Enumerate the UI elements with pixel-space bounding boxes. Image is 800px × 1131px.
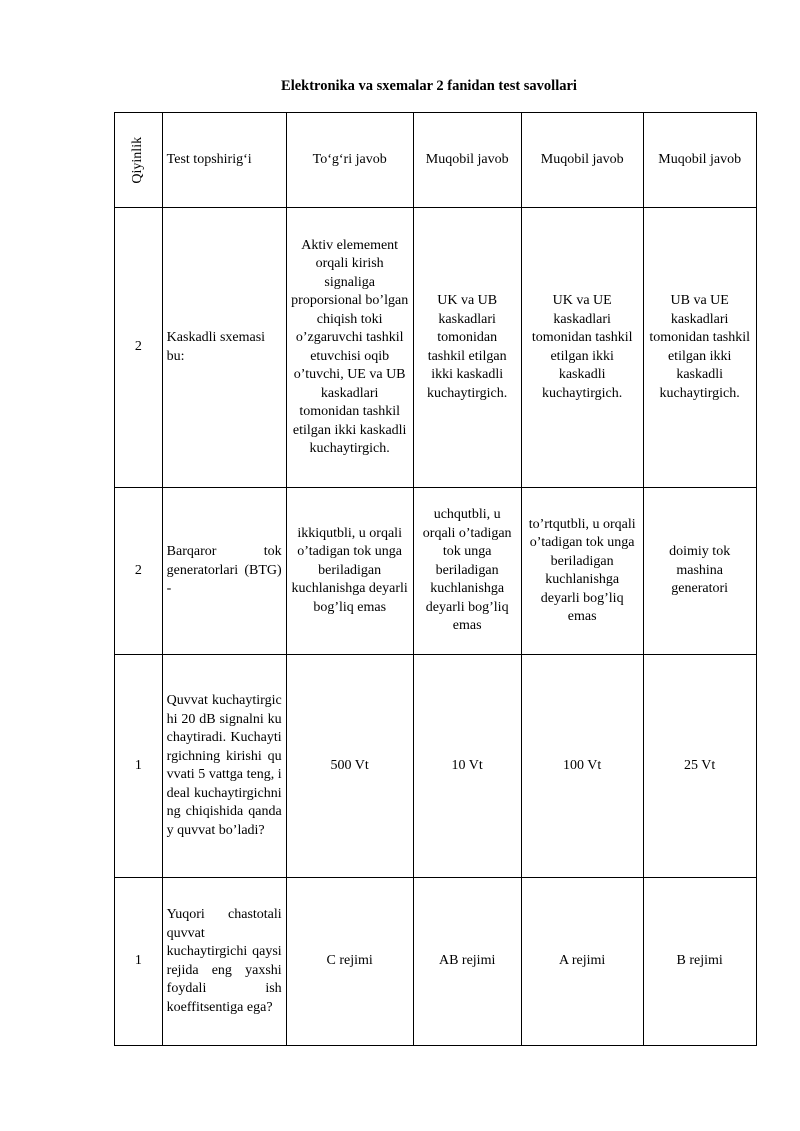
row-correct-answer: 500 Vt (286, 655, 413, 878)
document-title: Elektronika va sxemalar 2 fanidan test savollari (281, 78, 577, 94)
row-alt-answer-2: UK va UE kaskadlari tomonidan tashkil etilgan ikki kaskadli kuchaytirgich. (521, 208, 643, 488)
row-alt-answer-3: B rejimi (643, 878, 756, 1046)
row-alt-answer-2: 100 Vt (521, 655, 643, 878)
row-alt-answer-2: to’rtqutbli, u orqali o’tadigan tok unga beriladigan kuchlanishga deyarli bog’liq emas (521, 488, 643, 655)
header-correct: To‘g‘ri javob (286, 113, 413, 208)
row-task: Quvvat kuchaytirgichi 20 dB signalni kuchaytiradi. Kuchaytirgichning kirishi quvvati 5 vattga teng, ideal kuchaytirgichning chiqishida qanday quvvat bo’ladi? (162, 655, 286, 878)
row-alt-answer-3: 25 Vt (643, 655, 756, 878)
row-alt-answer-1: UK va UB kaskadlari tomonidan tashkil etilgan ikki kaskadli kuchaytirgich. (413, 208, 521, 488)
row-task: Barqaror tok generatorlari (BTG) - (162, 488, 286, 655)
row-difficulty: 1 (115, 655, 163, 878)
row-alt-answer-1: 10 Vt (413, 655, 521, 878)
table-header-row (115, 113, 757, 208)
row-difficulty: 2 (115, 488, 163, 655)
row-alt-answer-2: A rejimi (521, 878, 643, 1046)
header-alt2: Muqobil javob (521, 113, 643, 208)
table-row (115, 878, 757, 1046)
row-alt-answer-1: uchqutbli, u orqali o’tadigan tok unga beriladigan kuchlanishga deyarli bog’liq emas (413, 488, 521, 655)
row-difficulty: 2 (115, 208, 163, 488)
row-alt-answer-3: doimiy tok mashina generatori (643, 488, 756, 655)
header-difficulty-label: Qiyinlik (130, 136, 146, 184)
table-row (115, 488, 757, 655)
header-difficulty (115, 113, 163, 208)
row-correct-answer: Aktiv elemement orqali kirish signaliga proporsional bo’lgan chiqish toki o’zgaruvchi tashkil etuvchisi oqib o’tuvchi, UE va UB kaskadlari tomonidan tashkil etilgan ikki kaskadli kuchaytirgich. (286, 208, 413, 488)
table-row (115, 208, 757, 488)
row-alt-answer-3: UB va UE kaskadlari tomonidan tashkil etilgan ikki kaskadli kuchaytirgich. (643, 208, 756, 488)
row-task: Yuqori chastotali quvvat kuchaytirgichi qaysi rejida eng yaxshi foydali ish koeffitsentiga ega? (162, 878, 286, 1046)
table-row (115, 655, 757, 878)
questions-table (114, 112, 757, 1046)
row-alt-answer-1: AB rejimi (413, 878, 521, 1046)
header-alt1: Muqobil javob (413, 113, 521, 208)
row-difficulty: 1 (115, 878, 163, 1046)
row-correct-answer: ikkiqutbli, u orqali o’tadigan tok unga beriladigan kuchlanishga deyarli bog’liq emas (286, 488, 413, 655)
header-alt3: Muqobil javob (643, 113, 756, 208)
row-correct-answer: C rejimi (286, 878, 413, 1046)
header-task: Test topshirig‘i (162, 113, 286, 208)
row-task: Kaskadli sxemasi bu: (162, 208, 286, 488)
